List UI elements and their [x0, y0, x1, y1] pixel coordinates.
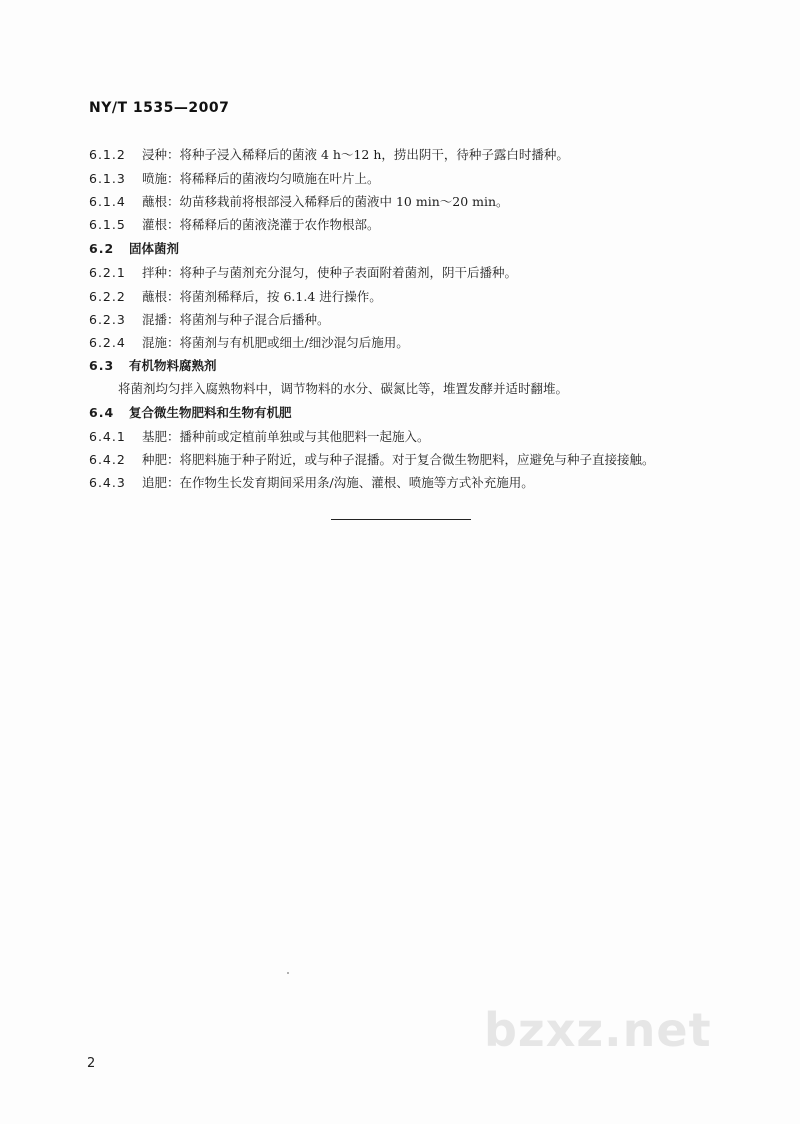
clause-text: 喷施：将稀释后的菌液均匀喷施在叶片上。 — [142, 171, 380, 186]
clause-6-2-4 — [89, 334, 409, 352]
site-watermark: bzxz.net — [484, 1003, 712, 1057]
clause-text: 追肥：在作物生长发育期间采用条/沟施、灌根、喷施等方式补充施用。 — [142, 475, 534, 490]
clause-6-2-3 — [89, 311, 330, 329]
clause-text: 灌根：将稀释后的菌液浇灌于农作物根部。 — [142, 217, 380, 232]
section-number: 6.4 — [89, 405, 115, 420]
page-number: 2 — [87, 1056, 96, 1071]
section-6-3 — [89, 357, 217, 375]
standard-code-header: NY/T 1535—2007 — [89, 100, 230, 116]
clause-6-2-1 — [89, 264, 517, 282]
clause-number: 6.1.2 — [89, 147, 126, 162]
paragraph-text: 将菌剂均匀拌入腐熟物料中，调节物料的水分、碳氮比等，堆置发酵并适时翻堆。 — [118, 381, 569, 396]
clause-text: 混施：将菌剂与有机肥或细土/细沙混匀后施用。 — [142, 335, 409, 350]
clause-text: 蘸根：幼苗移栽前将根部浸入稀释后的菌液中 10 min～20 min。 — [142, 194, 509, 209]
clause-text: 混播：将菌剂与种子混合后播种。 — [142, 312, 330, 327]
clause-6-1-4 — [89, 193, 509, 211]
clause-text: 蘸根：将菌剂稀释后，按 6.1.4 进行操作。 — [142, 289, 382, 304]
clause-number: 6.4.2 — [89, 452, 126, 467]
section-title: 固体菌剂 — [129, 241, 180, 256]
end-of-document-rule — [331, 519, 471, 520]
clause-6-2-2 — [89, 288, 382, 306]
clause-text: 基肥：播种前或定植前单独或与其他肥料一起施入。 — [142, 429, 430, 444]
clause-number: 6.2.4 — [89, 335, 126, 350]
section-6-2 — [89, 240, 179, 258]
clause-text: 拌种：将种子与菌剂充分混匀，使种子表面附着菌剂，阴干后播种。 — [142, 265, 518, 280]
clause-6-1-3 — [89, 170, 380, 188]
clause-6-1-2 — [89, 146, 569, 164]
clause-number: 6.1.3 — [89, 171, 126, 186]
clause-text: 种肥：将肥料施于种子附近，或与种子混播。对于复合微生物肥料，应避免与种子直接接触。 — [142, 452, 655, 467]
clause-6-1-5 — [89, 216, 380, 234]
scan-speck — [287, 972, 289, 974]
clause-number: 6.1.5 — [89, 217, 126, 232]
section-title: 有机物料腐熟剂 — [129, 358, 217, 373]
clause-number: 6.1.4 — [89, 194, 126, 209]
section-number: 6.3 — [89, 358, 115, 373]
section-number: 6.2 — [89, 241, 115, 256]
clause-number: 6.4.1 — [89, 429, 126, 444]
clause-number: 6.2.1 — [89, 265, 126, 280]
clause-6-4-1 — [89, 428, 430, 446]
section-title: 复合微生物肥料和生物有机肥 — [129, 405, 292, 420]
section-6-4 — [89, 404, 292, 422]
clause-number: 6.4.3 — [89, 475, 126, 490]
clause-6-4-2 — [89, 451, 655, 469]
clause-6-4-3 — [89, 474, 534, 492]
section-6-3-paragraph — [118, 380, 568, 398]
clause-number: 6.2.2 — [89, 289, 126, 304]
clause-text: 浸种：将种子浸入稀释后的菌液 4 h～12 h，捞出阴干，待种子露白时播种。 — [142, 147, 569, 162]
clause-number: 6.2.3 — [89, 312, 126, 327]
